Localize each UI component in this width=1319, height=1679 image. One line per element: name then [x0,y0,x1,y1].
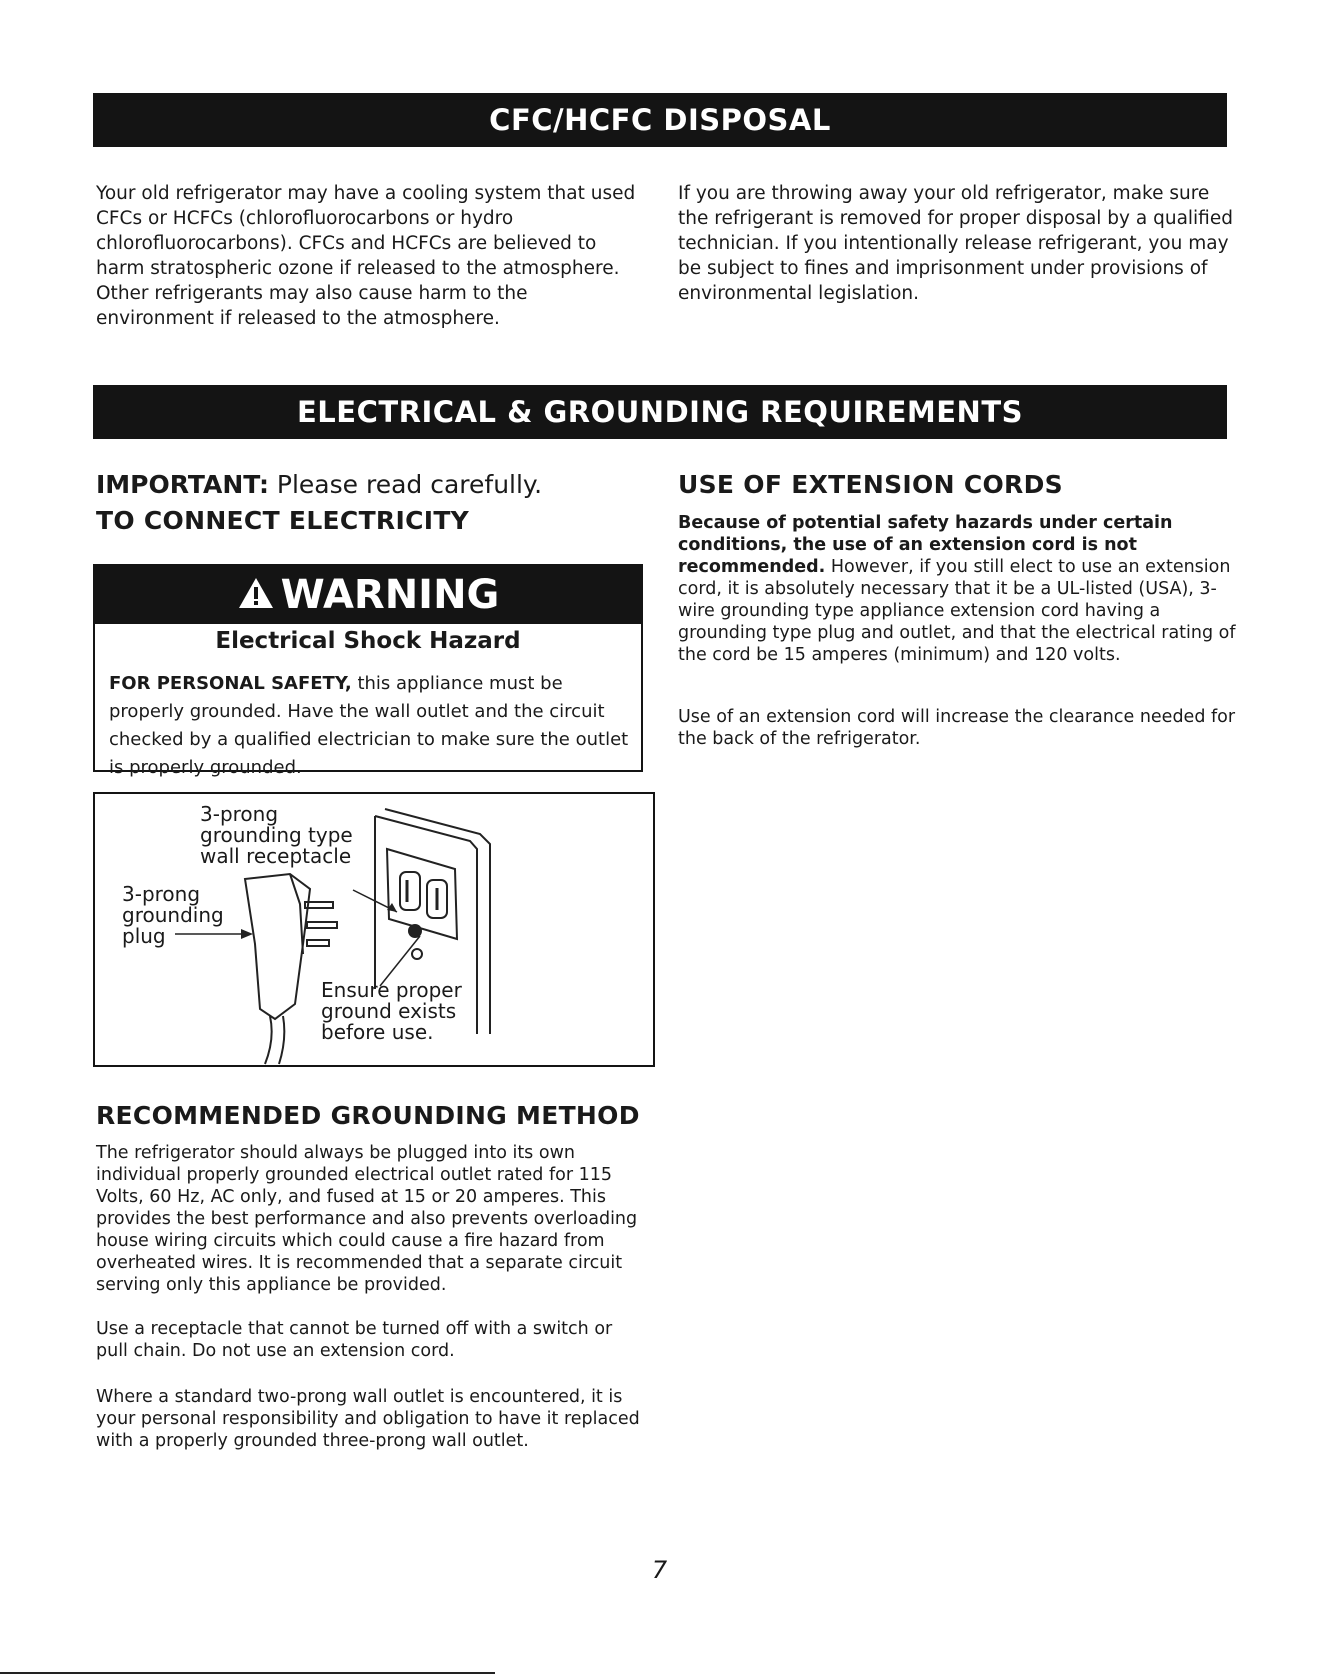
warning-title: WARNING [280,572,500,618]
important-text: Please read carefully. [268,470,543,499]
receptacle-label: 3-prong grounding type wall receptacle [200,802,353,868]
extension-paragraph [678,512,1238,666]
footer-rule [0,1672,495,1674]
extension-body: However, if you still elect to use an extension cord, it is absolutely necessary that it be a UL-listed (USA), 3-wire grounding type appliance extension cord having a grounding type plug and outlet, and that the electrical rating of the cord be 15 amperes (minimum) and 120 volts. [678,557,1236,665]
warning-text [109,670,629,782]
warning-box [93,564,643,778]
connect-electricity-heading: TO CONNECT ELECTRICITY [96,506,470,535]
plug-label: 3-prong grounding plug [122,882,224,948]
grounding-paragraph-2: Use a receptacle that cannot be turned off with a switch or pull chain. Do not use an extension cord. [96,1319,613,1361]
extension-clearance-paragraph: Use of an extension cord will increase the clearance needed for the back of the refrigerator. [678,707,1236,749]
cfc-left-paragraph: Your old refrigerator may have a cooling system that used CFCs or HCFCs (chlorofluorocarbons or hydro chlorofluorocarbons). CFCs and HCFCs are believed to harm stratospheric ozone if released to the atmosphere. Other refrigerants may also cause harm to the environment if released to the atmosphere. [96,183,636,329]
grounding-figure-box [93,792,655,1067]
page-number: 7 [651,1556,668,1584]
warning-triangle-icon [237,568,275,626]
important-heading [96,470,542,499]
ensure-ground-label: Ensure proper ground exists before use. [321,978,462,1044]
electrical-grounding-banner: ELECTRICAL & GROUNDING REQUIREMENTS [93,385,1227,439]
grounding-paragraph-3: Where a standard two-prong wall outlet is encountered, it is your personal responsibility and obligation to have it replaced with a properly grounded three-prong wall outlet. [96,1387,640,1451]
grounding-paragraph-1: The refrigerator should always be plugged into its own individual properly grounded electrical outlet rated for 115 Volts, 60 Hz, AC only, and fused at 15 or 20 amperes. This provides the best performance and also prevents overloading house wiring circuits which could cause a fire hazard from overheated wires. It is recommended that a separate circuit serving only this appliance be provided. [96,1143,638,1295]
grounding-method-heading: RECOMMENDED GROUNDING METHOD [96,1101,640,1130]
important-label: IMPORTANT: [96,470,269,499]
extension-cords-heading: USE OF EXTENSION CORDS [678,470,1063,499]
warning-lead: FOR PERSONAL SAFETY, [109,673,352,694]
extension-bold-lead: Because of potential safety hazards under certain conditions, the use of an extension cord is not recommended. [678,513,1173,577]
warning-subtitle: Electrical Shock Hazard [215,628,521,654]
warning-body: this appliance must be properly grounded. Have the wall outlet and the circuit checked by a qualified electrician to make sure the outlet is properly grounded. [109,673,629,778]
warning-bar [95,566,641,624]
cfc-disposal-banner: CFC/HCFC DISPOSAL [93,93,1227,147]
cfc-right-paragraph: If you are throwing away your old refrigerator, make sure the refrigerant is removed for proper disposal by a qualified technician. If you intentionally release refrigerant, you may be subject to fines and imprisonment under provisions of environmental legislation. [678,183,1233,304]
